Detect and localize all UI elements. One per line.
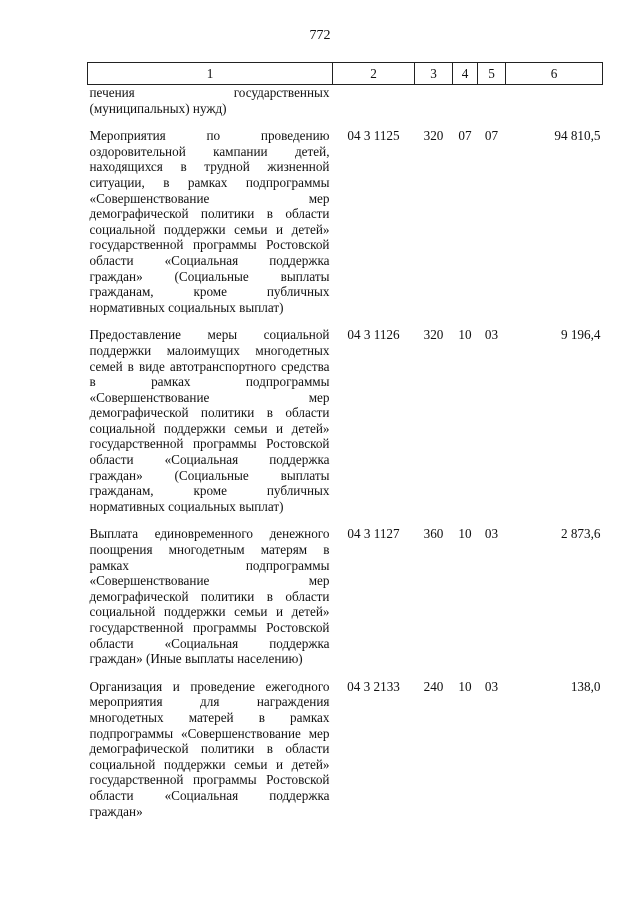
row-section: 10 — [458, 526, 472, 542]
row-subsection: 03 — [484, 678, 499, 694]
table-row — [88, 128, 603, 315]
header-col-6: 6 — [506, 63, 603, 85]
row-subsection: 03 — [484, 526, 499, 542]
header-col-3: 3 — [415, 63, 453, 85]
row-target-code: 04 3 1127 — [347, 526, 400, 542]
row-target-code: 04 3 1126 — [347, 327, 400, 343]
header-col-2: 2 — [333, 63, 415, 85]
table-row — [88, 679, 603, 819]
row-section: 10 — [458, 327, 472, 343]
table-row-continuation — [88, 85, 603, 117]
row-expense-type: 360 — [423, 526, 444, 542]
row-name-continuation: печения государственных (муниципальных) нужд) — [89, 85, 330, 116]
row-name: Выплата единовременного денежного поощрения многодетным матерям в рамках подпрограммы «Совершенствование мер демографической политики в области социальной поддержки семьи и детей» государственной программы Ростовской области «Социальная поддержка граждан» (Иные выплаты населению) — [89, 526, 330, 667]
row-subsection: 07 — [484, 128, 499, 144]
row-target-code: 04 3 2133 — [347, 678, 400, 694]
row-expense-type: 240 — [423, 678, 444, 694]
row-amount: 138,0 — [570, 678, 601, 694]
row-name: Мероприятия по проведению оздоровительной кампании детей, находящихся в трудной жизненной ситуации, в рамках подпрограммы «Совершенствование мер демографической политики в области социальной поддержки семьи и детей» государственной программы Ростовской области «Социальная поддержка граждан» (Социальные выплаты гражданам, кроме публичных нормативных социальных выплат) — [89, 128, 330, 315]
table-row — [88, 327, 603, 514]
row-section: 10 — [458, 678, 472, 694]
table-header — [88, 63, 603, 85]
header-col-1: 1 — [88, 63, 333, 85]
row-amount: 94 810,5 — [554, 128, 601, 144]
row-name: Предоставление меры социальной поддержки малоимущих многодетных семей в виде автотранспортного средства в рамках подпрограммы «Совершенствование мер демографической политики в области социальной поддержки семьи и детей» государственной программы Ростовской области «Социальная поддержка граждан» (Социальные выплаты гражданам, кроме публичных нормативных социальных выплат) — [89, 327, 330, 514]
row-expense-type: 320 — [423, 327, 444, 343]
row-name: Организация и проведение ежегодного мероприятия для награждения многодетных матерей в рамках подпрограммы «Совершенствование мер демографической политики в области социальной поддержки семьи и детей» государственной программы Ростовской области «Социальная поддержка граждан» — [89, 678, 330, 819]
header-col-4: 4 — [453, 63, 478, 85]
table-row — [88, 526, 603, 666]
row-target-code: 04 3 1125 — [347, 128, 400, 144]
header-col-5: 5 — [478, 63, 506, 85]
row-subsection: 03 — [484, 327, 499, 343]
row-amount: 9 196,4 — [560, 327, 601, 343]
row-section: 07 — [458, 128, 472, 144]
page-number: 772 — [309, 28, 331, 43]
row-amount: 2 873,6 — [560, 526, 601, 542]
row-expense-type: 320 — [423, 128, 444, 144]
budget-table — [87, 62, 603, 819]
